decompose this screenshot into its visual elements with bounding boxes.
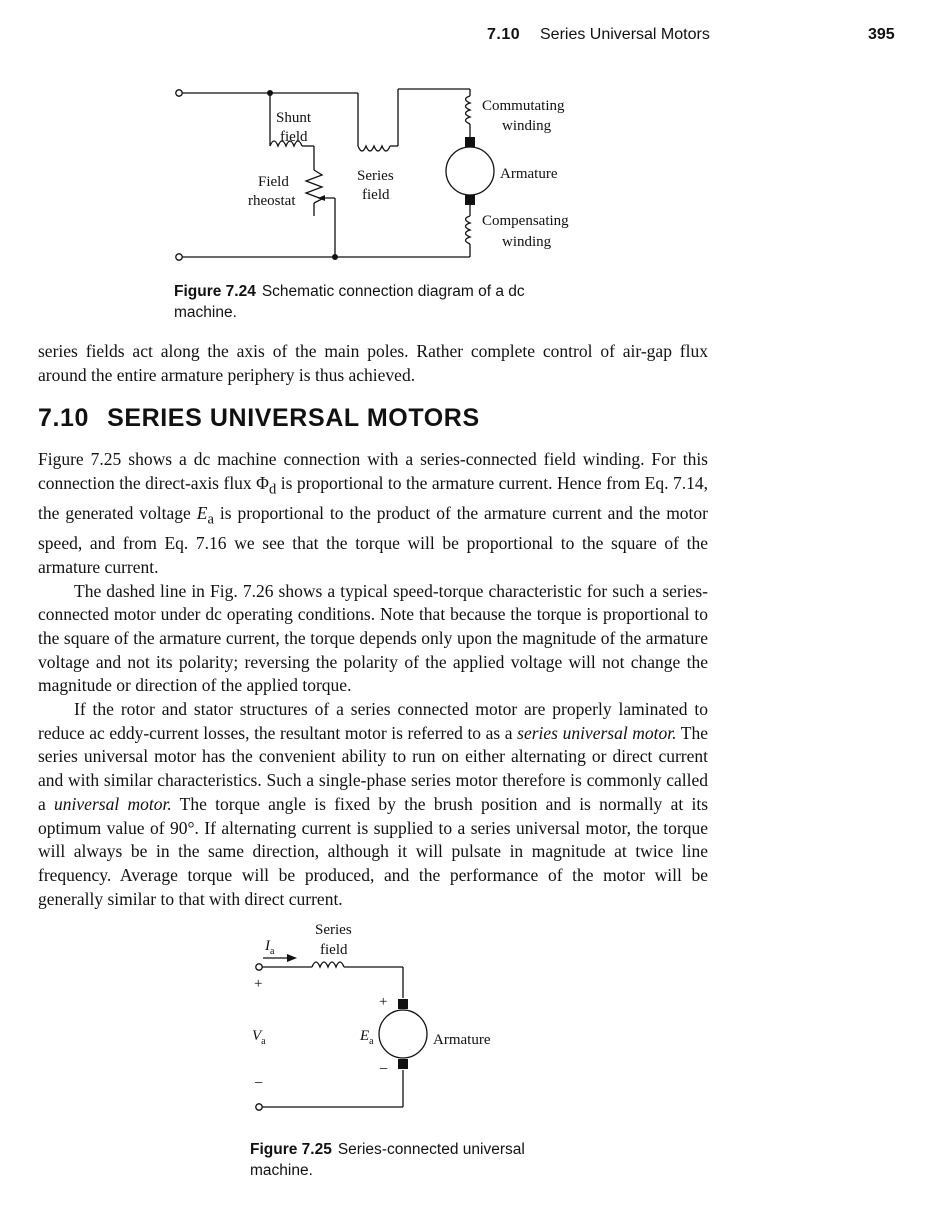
label-armature: Armature [500, 166, 558, 182]
label-series: Series [357, 168, 394, 184]
ea-subscript: a [207, 511, 214, 528]
figure-7-24-schematic [160, 74, 600, 270]
brush-bottom [465, 195, 475, 205]
label-commutating: Commutating [482, 98, 565, 114]
figure-7-25-label: Figure 7.25 [250, 1141, 332, 1158]
compensating-winding-coil [466, 216, 471, 244]
page-number: 395 [868, 26, 895, 43]
label-series-field: field [362, 187, 390, 203]
series-field-coil [312, 962, 344, 967]
series-field-coil [358, 146, 390, 151]
label-plus-armature: + [379, 994, 388, 1010]
label-field-rheostat-2: rheostat [248, 193, 296, 209]
label-field: field [320, 942, 348, 958]
paragraph-3-text-a: If the rotor and stator structures of a series connected motor are properly laminated to reduce ac eddy-current losses, the resultant motor is referred to as a [38, 699, 708, 743]
paragraph-3-text-c: The torque angle is fixed by the brush position and is normally at its optimum value of 90°. If alternating current is supplied to a series universal motor, the torque will always be in the same direction, although it will pulsate in magnitude at twice line frequency. Average torque will be produced, and the performance of the motor will be generally similar to that with direct current. [38, 793, 709, 909]
label-armature: Armature [433, 1032, 491, 1048]
label-shunt: Shunt [276, 110, 312, 126]
paragraph-1-text-c: is proportional to the product of the armature current and the motor speed, and from Eq. 7.16 we see that the torque will be proportional to the square of the armature current. [38, 502, 708, 577]
bottom-terminal [176, 254, 182, 260]
label-shunt-field: field [280, 129, 308, 145]
running-head [0, 26, 936, 50]
junction-dot-top [267, 90, 273, 96]
figure-7-24-caption [174, 281, 554, 323]
paragraph-continued: series fields act along the axis of the main poles. Rather complete control of air-gap flux around the entire armature periphery is thus achieved. [38, 341, 708, 385]
term-universal-motor: universal motor. [54, 793, 172, 814]
junction-dot-bottom [332, 254, 338, 260]
brush-top [465, 137, 475, 147]
label-minus-armature: − [379, 1061, 389, 1078]
running-head-section-number: 7.10 [487, 26, 521, 43]
brush-bottom [398, 1059, 408, 1069]
section-title: SERIES UNIVERSAL MOTORS [107, 404, 480, 432]
phi-subscript: d [268, 481, 277, 498]
top-terminal [176, 90, 182, 96]
paragraph-1-text-b: is proportional to the armature current. Hence from Eq. 7.14, the generated voltage [38, 472, 708, 523]
term-series-universal-motor: series universal motor. [517, 722, 677, 743]
label-va: $V_a$ [252, 1028, 266, 1047]
label-compensating-winding: winding [502, 234, 552, 250]
paragraph-3 [38, 698, 708, 911]
label-field-rheostat-1: Field [258, 174, 289, 190]
label-minus-left: − [254, 1075, 264, 1092]
figure-7-24-caption-text: Schematic connection diagram of a dc machine. [174, 283, 525, 321]
paragraph-2: The dashed line in Fig. 7.26 shows a typical speed-torque characteristic for such a series-connected motor under dc operating conditions. Note that because the torque is proportional to the square of the armature current, the torque depends only upon the magnitude of the armature voltage and not its polarity; reversing the polarity of the applied voltage will not change the magnitude or direction of the applied torque. [38, 580, 708, 696]
paragraph-1 [38, 448, 708, 580]
current-arrow [287, 954, 297, 962]
label-ea: $E_a$ [360, 1028, 374, 1047]
figure-7-24-label: Figure 7.24 [174, 283, 256, 300]
armature-circle [446, 147, 494, 195]
brush-top [398, 999, 408, 1009]
figure-7-25-caption-text: Series-connected universal machine. [250, 1141, 525, 1179]
armature-circle [379, 1010, 427, 1058]
running-head-title: Series Universal Motors [540, 26, 710, 43]
commutating-winding-coil [466, 96, 471, 124]
ea-variable: E [196, 502, 208, 523]
section-heading [38, 404, 480, 433]
section-number: 7.10 [38, 404, 90, 432]
figure-7-25-schematic [245, 920, 525, 1130]
label-plus-left: + [254, 976, 263, 992]
label-ia: $I_a$ [265, 938, 275, 957]
minus-terminal [256, 1104, 262, 1110]
paragraph-1-text-a: Figure 7.25 shows a dc machine connection with a series-connected field winding. For this connection the direct-axis flux Φ [38, 449, 708, 493]
paragraph-3-text-b: The series universal motor has the convenient ability to run on either alternating or direct current and with similar characteristics. Such a single-phase series motor therefore is commonly called a [38, 722, 709, 814]
label-series: Series [315, 922, 352, 938]
figure-7-25-caption [250, 1139, 530, 1181]
label-commutating-winding: winding [502, 118, 552, 134]
section-body [38, 448, 708, 911]
label-compensating: Compensating [482, 213, 569, 229]
plus-terminal [256, 964, 262, 970]
